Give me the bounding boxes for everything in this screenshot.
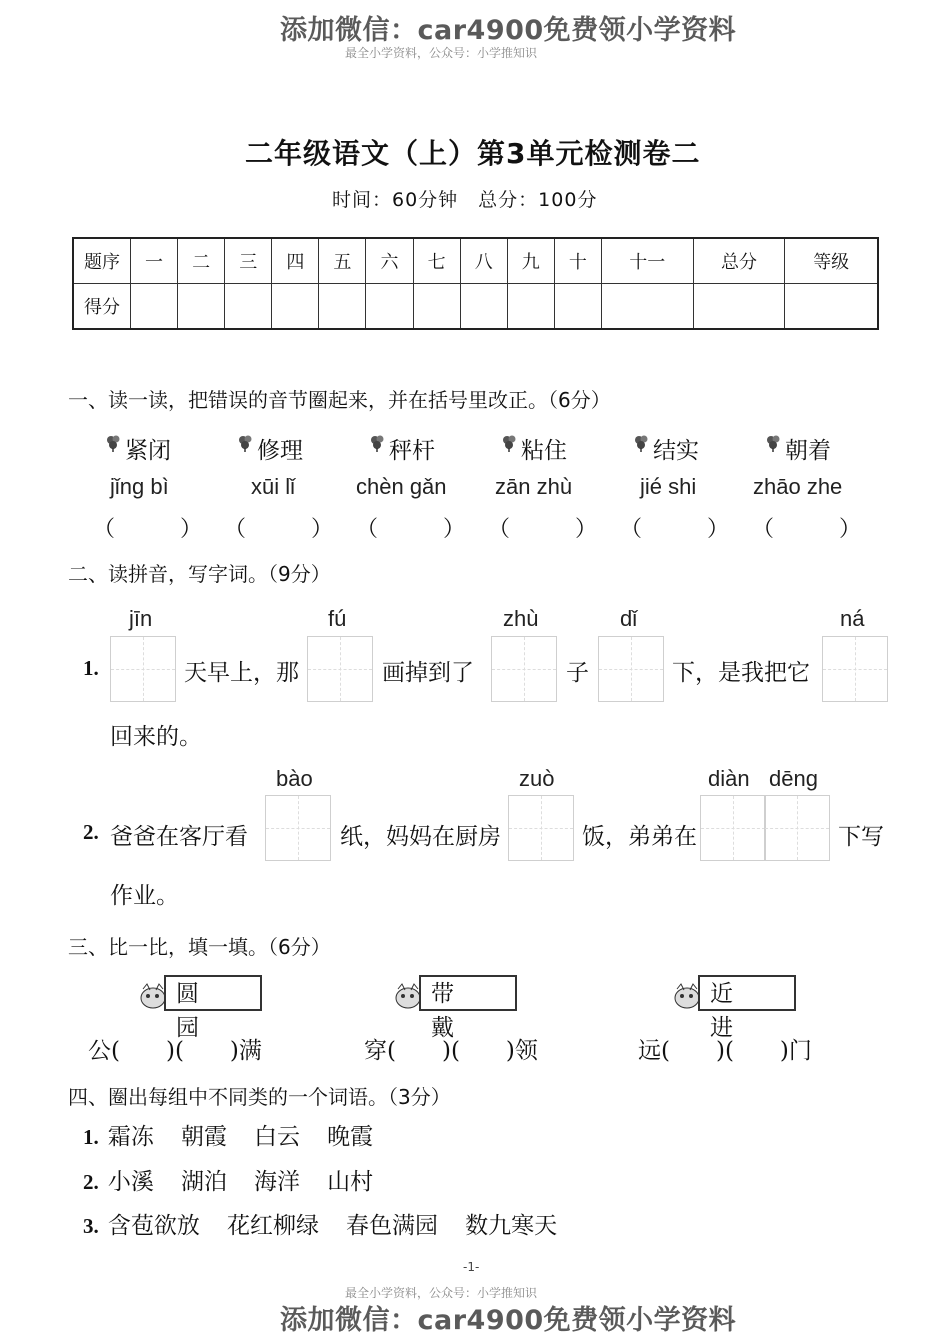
section2-title: 二、读拼音，写字词。（9分） — [68, 562, 331, 586]
s4-row — [83, 1207, 557, 1240]
s1-answer-open: （ — [752, 517, 775, 542]
s4-word[interactable]: 湖泊 — [180, 1169, 227, 1195]
score-cell[interactable] — [319, 284, 366, 330]
s1-answer-close: ） — [839, 517, 862, 542]
s1-answer-close: ） — [311, 517, 334, 542]
char-pair: 圆 园 — [164, 975, 262, 1011]
s4-word[interactable]: 含苞欲放 — [107, 1213, 200, 1239]
char-pair: 带 戴 — [419, 975, 517, 1011]
s4-word[interactable]: 晚霞 — [327, 1124, 374, 1150]
s1-answer-close: ） — [180, 517, 203, 542]
s2-q1-text: 子 — [566, 660, 589, 686]
flower-icon — [765, 432, 783, 450]
s4-row-number: 2. — [83, 1170, 99, 1194]
s2-pinyin: ná — [840, 606, 865, 631]
s4-word[interactable]: 数九寒天 — [465, 1213, 558, 1239]
s2-pinyin: zuò — [519, 766, 555, 791]
score-cell[interactable] — [366, 284, 413, 330]
watermark-top: 添加微信：car4900免费领小学资料 — [280, 15, 737, 46]
score-cell[interactable] — [131, 284, 178, 330]
score-cell[interactable] — [785, 284, 878, 330]
s1-answer-open: （ — [620, 517, 643, 542]
score-col: 二 — [178, 238, 225, 284]
score-cell[interactable] — [413, 284, 460, 330]
fill-blank: 远( )( )门 — [638, 1038, 812, 1064]
score-col: 三 — [225, 238, 272, 284]
writing-box[interactable] — [110, 636, 176, 702]
score-cell[interactable] — [554, 284, 601, 330]
score-col: 五 — [319, 238, 366, 284]
s2-q1-number: 1. — [83, 656, 99, 680]
score-table-row-head: 得分 — [73, 284, 131, 330]
s1-pinyin: jié shi — [640, 474, 697, 499]
flower-icon — [501, 432, 519, 450]
s2-pinyin: dǐ — [620, 606, 638, 631]
s1-answer-close: ） — [443, 517, 466, 542]
s4-row-number: 3. — [83, 1214, 99, 1238]
score-col: 一 — [131, 238, 178, 284]
s1-pinyin: chèn gǎn — [356, 474, 447, 499]
score-table-row-head: 题序 — [73, 238, 131, 284]
score-col: 总分 — [693, 238, 785, 284]
score-cell[interactable] — [460, 284, 507, 330]
s4-word[interactable]: 朝霞 — [180, 1124, 227, 1150]
score-col: 等级 — [785, 238, 878, 284]
page-number: -1- — [463, 1260, 480, 1274]
writing-box[interactable] — [265, 795, 331, 861]
s1-word: 修理 — [237, 432, 303, 465]
score-cell[interactable] — [178, 284, 225, 330]
flower-icon — [237, 432, 255, 450]
s2-pinyin: diàn — [708, 766, 750, 791]
s4-row — [83, 1163, 373, 1196]
s2-pinyin: fú — [328, 606, 347, 631]
s1-word: 秤杆 — [369, 432, 435, 465]
score-cell[interactable] — [272, 284, 319, 330]
writing-box[interactable] — [508, 795, 574, 861]
score-col: 七 — [413, 238, 460, 284]
s1-word: 紧闭 — [105, 432, 171, 465]
s1-word: 粘住 — [501, 432, 567, 465]
writing-box[interactable] — [307, 636, 373, 702]
s2-q1-text: 画掉到了 — [382, 660, 474, 686]
s2-pinyin: zhù — [503, 606, 539, 631]
watermark-bottom: 添加微信：car4900免费领小学资料 — [280, 1305, 737, 1336]
score-col: 四 — [272, 238, 319, 284]
section3-title: 三、比一比，填一填。（6分） — [68, 935, 331, 959]
s2-q2-text: 下写 — [838, 824, 884, 850]
s1-answer-open: （ — [224, 517, 247, 542]
s4-word[interactable]: 白云 — [254, 1124, 301, 1150]
s2-q2-continuation: 作业。 — [110, 883, 179, 909]
score-cell[interactable] — [507, 284, 554, 330]
s2-q2-text: 爸爸在客厅看 — [110, 824, 248, 850]
s1-pinyin: zān zhù — [495, 474, 573, 499]
s2-pinyin: jīn — [129, 606, 153, 631]
s4-row — [83, 1118, 373, 1151]
section4-title: 四、圈出每组中不同类的一个词语。（3分） — [68, 1085, 451, 1109]
s1-answer-close: ） — [575, 517, 598, 542]
score-col: 十 — [554, 238, 601, 284]
s4-word[interactable]: 霜冻 — [107, 1124, 154, 1150]
score-col: 九 — [507, 238, 554, 284]
char-pair: 近 进 — [698, 975, 796, 1011]
s1-pinyin: zhāo zhe — [753, 474, 843, 499]
flower-icon — [633, 432, 651, 450]
s2-q2-text: 饭，弟弟在 — [582, 824, 697, 850]
s4-word[interactable]: 春色满园 — [346, 1213, 439, 1239]
s1-answer-close: ） — [707, 517, 730, 542]
writing-box[interactable] — [491, 636, 557, 702]
s2-q1-text: 天早上，那 — [184, 660, 299, 686]
writing-box[interactable] — [822, 636, 888, 702]
s2-q2-number: 2. — [83, 820, 99, 844]
s4-word[interactable]: 山村 — [327, 1169, 374, 1195]
page-subtitle: 时间：60分钟 总分：100分 — [332, 189, 598, 211]
writing-box[interactable] — [700, 795, 766, 861]
s4-word[interactable]: 小溪 — [107, 1169, 154, 1195]
score-col: 六 — [366, 238, 413, 284]
s2-q2-text: 纸，妈妈在厨房 — [340, 824, 501, 850]
section1-title: 一、读一读，把错误的音节圈起来，并在括号里改正。（6分） — [68, 388, 611, 412]
s2-q1-continuation: 回来的。 — [110, 724, 202, 750]
s2-pinyin: bào — [276, 766, 313, 791]
footer-faded-text: 最全小学资料，公众号：小学推知识 — [345, 1286, 538, 1300]
fill-blank: 穿( )( )领 — [364, 1038, 538, 1064]
page-title: 二年级语文（上）第3单元检测卷二 — [245, 137, 701, 170]
s2-pinyin: dēng — [769, 766, 818, 791]
s4-word[interactable]: 海洋 — [254, 1169, 301, 1195]
s4-row-number: 1. — [83, 1125, 99, 1149]
score-cell[interactable] — [601, 284, 693, 330]
s1-answer-open: （ — [93, 517, 116, 542]
s1-pinyin: jǐng bì — [110, 474, 169, 499]
s1-answer-open: （ — [488, 517, 511, 542]
header-faded-text: 最全小学资料，公众号：小学推知识 — [345, 46, 538, 60]
score-table — [72, 237, 879, 330]
fill-blank: 公( )( )满 — [88, 1038, 262, 1064]
flower-icon — [105, 432, 123, 450]
flower-icon — [369, 432, 387, 450]
score-table-header-row — [73, 238, 878, 284]
score-table-score-row — [73, 284, 878, 330]
writing-box[interactable] — [764, 795, 830, 861]
s1-word: 朝着 — [765, 432, 831, 465]
s1-pinyin: xūi lǐ — [251, 474, 296, 499]
s1-word: 结实 — [633, 432, 699, 465]
s1-answer-open: （ — [356, 517, 379, 542]
score-col: 八 — [460, 238, 507, 284]
score-col: 十一 — [601, 238, 693, 284]
score-cell[interactable] — [225, 284, 272, 330]
s2-q1-text: 下，是我把它 — [672, 660, 810, 686]
s4-word[interactable]: 花红柳绿 — [226, 1213, 319, 1239]
writing-box[interactable] — [598, 636, 664, 702]
score-cell[interactable] — [693, 284, 785, 330]
